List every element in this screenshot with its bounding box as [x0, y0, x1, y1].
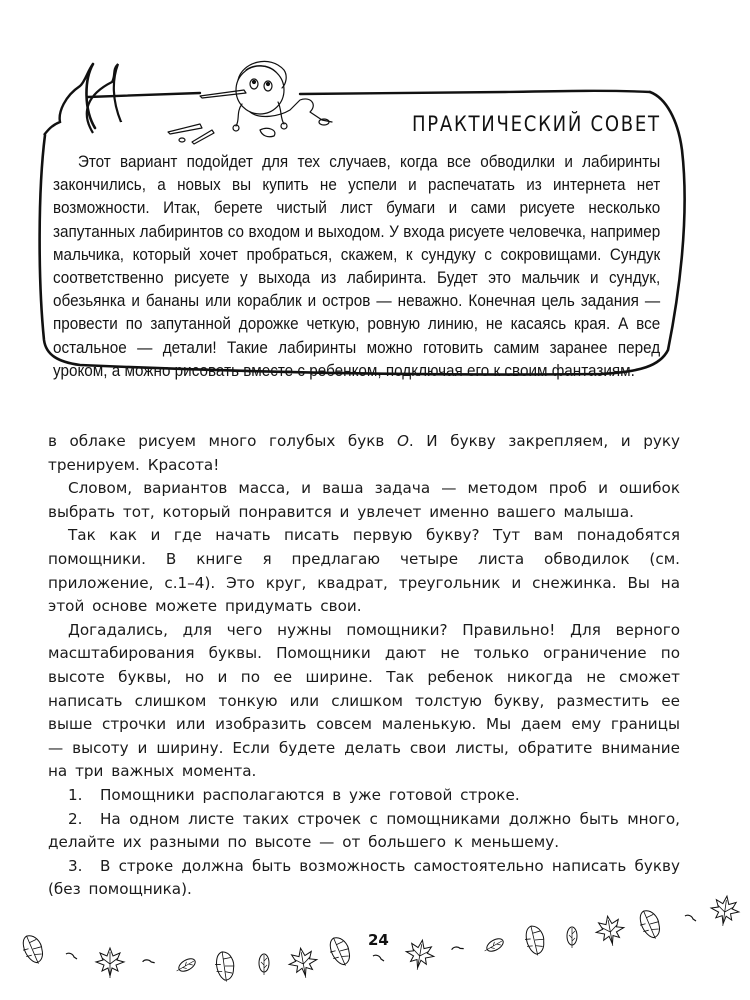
- text-fragment: . И букву закрепляем, и руку тренируем. Красота!: [48, 432, 680, 474]
- page-number: 24: [368, 931, 389, 949]
- list-number: 2.: [68, 809, 83, 828]
- list-text: В строке должна быть возможность самостоятельно написать букву (без помощника).: [48, 856, 680, 899]
- list-text: Помощники располагаются в уже готовой строке.: [100, 785, 520, 804]
- tip-box-paragraph: Этот вариант подойдет для тех случаев, когда все обводилки и лабиринты закончились, а новых вы купить не успели и распечатать из интернета нет возможности. Итак, берете чистый лист бумаги и сами рисуете несколько запутанных лабиринтов со входом и выходом. У входа рисуете человечка, например мальчика, который хочет пробраться, скажем, к сундуку с сокровищами. Сундук соответственно рисуете у выхода из лабиринта. Будет это мальчик и сундук, обезьянка и бананы или кораблик и остров — неважно. Конечная цель задания — провести по запутанной дорожке четкую, ровную линию, не касаясь края. А все остальное — детали! Такие лабиринты можно готовить самим заранее перед уроком, а можно рисовать вместе с ребенком, подключая его к своим фантазиям.: [53, 152, 661, 380]
- list-text: На одном листе таких строчек с помощниками должно быть много, делайте их разными по высоте — от большего к меньшему.: [48, 809, 680, 852]
- paragraph: Словом, вариантов масса, и ваша задача — методом проб и ошибок выбрать тот, который понравится и увлечет именно вашего малыша.: [48, 479, 680, 521]
- main-text: [48, 430, 680, 902]
- paragraph: Так как и где начать писать первую букву? Тут вам понадобятся помощники. В книге я предлагаю четыре листа обводилок (см. приложение, с.1–4). Это круг, квадрат, треугольник и снежинка. Вы на этой основе можете придумать свои.: [48, 526, 680, 616]
- paragraph-continuation: [48, 430, 680, 477]
- text-fragment: в облаке рисуем много голубых букв: [48, 432, 397, 450]
- list-item: [48, 808, 680, 855]
- list-number: 1.: [68, 785, 83, 804]
- paragraph: Догадались, для чего нужны помощники? Правильно! Для верного масштабирования буквы. Помощники дают не только ограничение по высоте буквы, но и по ее ширине. Так ребенок никогда не сможет написать слишком тонкую или слишком толстую букву, разместить ее выше строчки или изобразить совсем маленькую. Мы даем ему границы — высоту и ширину. Если будете делать свои листы, обратите внимание на три важных момента.: [48, 620, 680, 781]
- girl-drawing-illustration: [150, 50, 350, 150]
- list-item: [48, 784, 680, 808]
- italic-letter: О: [396, 432, 409, 450]
- tip-box-body: [53, 150, 660, 382]
- tip-box-title: ПРАКТИЧЕСКИЙ СОВЕТ: [412, 112, 661, 136]
- list-number: 3.: [68, 856, 83, 875]
